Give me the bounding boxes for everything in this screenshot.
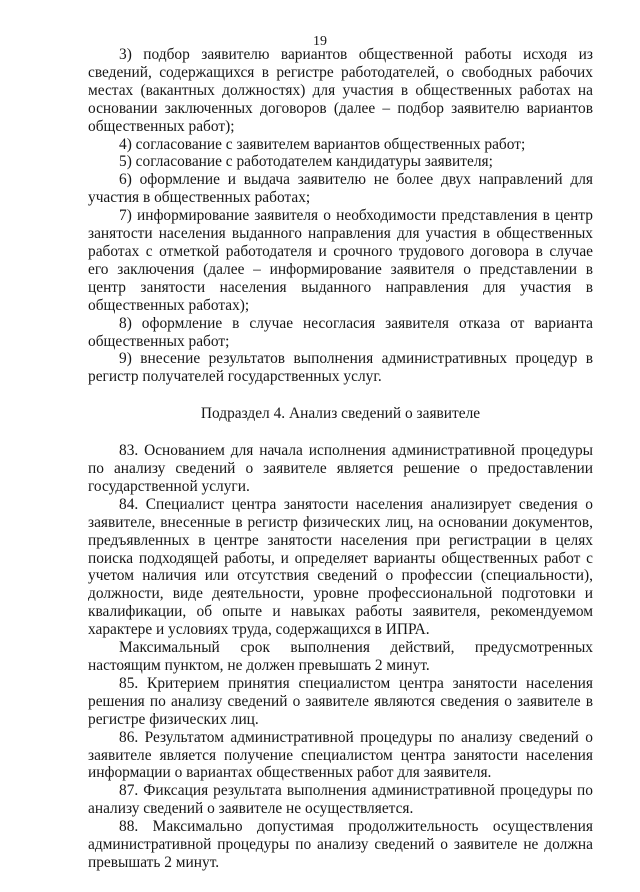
list-item-8: 8) оформление в случае несогласия заявителя отказа от варианта общественных работ;	[88, 314, 593, 350]
list-item-3: 3) подбор заявителю вариантов общественной работы исходя из сведений, содержащихся в регистре работодателей, о свободных рабочих местах (вакантных должностях) для участия в общественных работах на основании заключенных договоров (далее – подбор заявителю вариантов общественных работ);	[88, 46, 593, 135]
list-item-6: 6) оформление и выдача заявителю не более двух направлений для участия в общественных работах;	[88, 171, 593, 207]
section-heading: Подраздел 4. Анализ сведений о заявителе	[200, 405, 481, 423]
page-number: 19	[313, 34, 327, 49]
paragraph-86: 86. Результатом административной процедуры по анализу сведений о заявителе является получение специалистом центра занятости населения информации о вариантах общественных работ для заявителя.	[88, 728, 593, 782]
list-item-7: 7) информирование заявителя о необходимости представления в центр занятости населения выданного направления для участия в общественных работах с отметкой работодателя и срочного трудового договора в случае его заключения (далее – информирование заявителя о представлении в центр занятости населения выданного направления для участия в общественных работах);	[88, 207, 593, 314]
paragraph-84-deadline: Максимальный срок выполнения действий, предусмотренных настоящим пунктом, не должен превышать 2 минут.	[88, 639, 593, 674]
document-body	[88, 46, 593, 872]
paragraph-85: 85. Критерием принятия специалистом центра занятости населения решения по анализу сведений о заявителе являются сведения о заявителе в регистре физических лиц.	[88, 674, 593, 728]
list-item-5: 5) согласование с работодателем кандидатуры заявителя;	[119, 153, 493, 171]
paragraph-84: 84. Специалист центра занятости населения анализирует сведения о заявителе, внесенные в регистр физических лиц, на основании документов, предъявленных в центре занятости населения при регистрации в целях поиска подходящей работы, и определяет варианты общественных работ с учетом наличия или отсутствия сведений о профессии (специальности), должности, виде деятельности, уровне профессиональной подготовки и квалификации, об опыте и навыках работы заявителя, рекомендуемом характере и условиях труда, содержащихся в ИПРА.	[88, 495, 593, 639]
list-item-4: 4) согласование с заявителем вариантов общественных работ;	[119, 135, 526, 153]
paragraph-88: 88. Максимально допустимая продолжительность осуществления административной процедуры по анализу сведений о заявителе не должна превышать 2 минут.	[88, 818, 593, 871]
paragraph-83: 83. Основанием для начала исполнения административной процедуры по анализу сведений о заявителе является решение о предоставлении государственной услуги.	[88, 442, 593, 495]
list-item-9: 9) внесение результатов выполнения административных процедур в регистр получателей государственных услуг.	[88, 350, 593, 386]
paragraph-87: 87. Фиксация результата выполнения административной процедуры по анализу сведений о заявителе не осуществляется.	[88, 782, 593, 818]
